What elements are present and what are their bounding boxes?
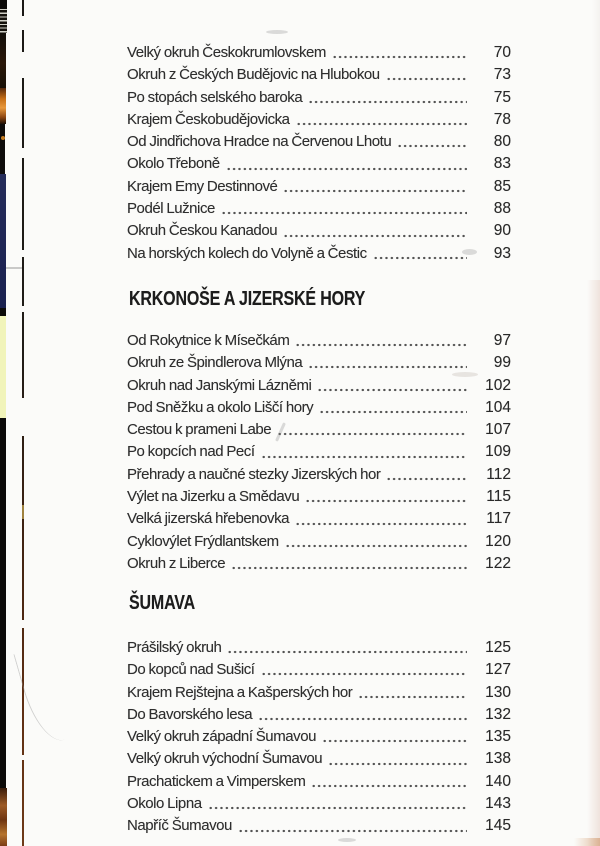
toc-entry-page-number: 112 — [486, 465, 511, 483]
toc-entry-list — [127, 42, 511, 265]
toc-entry — [127, 153, 511, 175]
toc-entry — [127, 330, 511, 352]
corner-shading — [574, 838, 600, 846]
toc-entry-title: Po kopcích nad Pecí — [127, 443, 255, 461]
toc-entry — [127, 531, 511, 553]
toc-entry-title: Velký okruh východní Šumavou — [127, 750, 323, 768]
dot-leader — [283, 176, 467, 198]
section-heading: ŠUMAVA — [129, 592, 196, 614]
page-curl-shading — [592, 0, 600, 280]
scan-artifact — [6, 267, 22, 269]
toc-entry — [127, 682, 511, 704]
section-heading: KRKONOŠE A JIZERSKÉ HORY — [129, 288, 366, 310]
toc-entry-page-number: 97 — [493, 332, 511, 349]
toc-entry-page-number: 70 — [493, 44, 511, 61]
dot-leader — [238, 815, 467, 837]
toc-entry-page-number: 145 — [485, 817, 511, 835]
toc-entry-page-number: 80 — [493, 133, 511, 151]
toc-entry — [127, 486, 511, 508]
dot-leader — [373, 243, 467, 265]
toc-entry — [127, 109, 511, 131]
dot-leader — [332, 42, 467, 64]
toc-entry-page-number: 143 — [485, 795, 511, 813]
toc-entry-page-number: 117 — [486, 510, 511, 528]
toc-entry — [127, 771, 511, 793]
toc-entry-title: Velký okruh západní Šumavou — [127, 728, 316, 746]
toc-entry-page-number: 73 — [493, 66, 511, 84]
toc-entry-title: Okolo Lipna — [127, 795, 202, 813]
toc-entry-page-number: 88 — [493, 200, 511, 218]
toc-entry-title: Krajem Českobudějovicka — [127, 110, 290, 128]
dot-leader — [221, 198, 467, 220]
dot-leader — [261, 441, 467, 463]
toc-entry-page-number: 93 — [493, 244, 511, 262]
toc-entry-title: Velký okruh Českokrumlovskem — [127, 44, 326, 61]
scan-artifact — [462, 249, 477, 255]
dot-leader — [261, 659, 467, 681]
page-curl-shading — [587, 280, 600, 846]
toc-entry-page-number: 130 — [485, 683, 511, 701]
toc-entry — [127, 243, 511, 265]
dot-leader — [322, 726, 467, 748]
toc-entry-title: Krajem Emy Destinnové — [127, 177, 278, 195]
toc-entry — [127, 176, 511, 198]
toc-entry-page-number: 107 — [485, 421, 511, 439]
scan-artifact — [452, 372, 478, 377]
dot-leader — [295, 508, 467, 530]
toc-entry-title: Krajem Rejštejna a Kašperských hor — [127, 683, 353, 701]
toc-entry-page-number: 135 — [485, 728, 511, 746]
toc-entry — [127, 198, 511, 220]
toc-entry-title: Okruh z Českých Budějovic na Hlubokou — [127, 66, 380, 84]
dot-leader — [283, 220, 467, 242]
toc-entry-page-number: 125 — [485, 639, 511, 656]
toc-entry-title: Po stopách selského baroka — [127, 88, 303, 106]
toc-entry-title: Od Rokytnice k Mísečkám — [127, 332, 290, 349]
toc-entry-title: Na horských kolech do Volyně a Čestic — [127, 244, 367, 262]
toc-entry-title: Okruh Českou Kanadou — [127, 222, 278, 240]
dot-leader — [328, 748, 467, 770]
toc-entry-title: Cestou k prameni Labe — [127, 421, 272, 439]
dot-leader — [305, 486, 467, 508]
toc-entry-page-number: 127 — [485, 661, 511, 679]
dot-leader — [386, 464, 467, 486]
toc-entry-page-number: 75 — [493, 88, 511, 106]
toc-entry — [127, 64, 511, 86]
toc-entry — [127, 637, 511, 659]
toc-entry — [127, 704, 511, 726]
dot-leader — [227, 637, 467, 659]
toc-entry-page-number: 122 — [485, 554, 511, 572]
toc-entry-title: Do Bavorského lesa — [127, 705, 253, 723]
dot-leader — [296, 109, 467, 131]
toc-entry — [127, 419, 511, 441]
toc-entry-list — [127, 330, 511, 575]
dot-leader — [258, 704, 467, 726]
toc-entry — [127, 87, 511, 109]
dot-leader — [317, 375, 467, 397]
dot-leader — [319, 397, 467, 419]
dot-leader — [311, 771, 467, 793]
toc-entry-page-number: 90 — [493, 222, 511, 240]
dot-leader — [226, 153, 467, 175]
toc-entry — [127, 441, 511, 463]
toc-entry-title: Napříč Šumavou — [127, 817, 232, 835]
dot-leader — [386, 64, 467, 86]
toc-entry-list — [127, 637, 511, 838]
toc-entry — [127, 464, 511, 486]
dot-leader — [277, 419, 467, 441]
toc-entry — [127, 508, 511, 530]
toc-entry — [127, 793, 511, 815]
toc-entry-page-number: 83 — [493, 155, 511, 173]
toc-entry — [127, 131, 511, 153]
toc-entry-title: Výlet na Jizerku a Smědavu — [127, 488, 300, 506]
dot-leader — [231, 553, 467, 575]
toc-entry-title: Okolo Třeboně — [127, 155, 220, 173]
toc-entry — [127, 352, 511, 374]
toc-entry — [127, 748, 511, 770]
dot-leader — [397, 131, 467, 153]
toc-entry-title: Okruh nad Janskými Lázněmi — [127, 376, 312, 394]
dot-leader — [358, 682, 467, 704]
dot-leader — [285, 531, 467, 553]
toc-entry — [127, 220, 511, 242]
toc-entry-title: Přehrady a naučné stezky Jizerských hor — [127, 465, 381, 483]
toc-entry-page-number: 99 — [493, 354, 511, 372]
scan-artifact — [266, 30, 288, 34]
toc-entry-page-number: 85 — [493, 177, 511, 195]
toc-entry-page-number: 104 — [485, 398, 511, 416]
toc-entry — [127, 42, 511, 64]
toc-entry — [127, 397, 511, 419]
toc-entry — [127, 375, 511, 397]
toc-entry-title: Do kopců nad Sušicí — [127, 661, 255, 679]
toc-entry-page-number: 140 — [485, 772, 511, 790]
toc-entry-title: Okruh z Liberce — [127, 554, 226, 572]
dot-leader — [295, 330, 467, 352]
toc-entry-page-number: 102 — [485, 376, 511, 394]
scan-artifact — [338, 838, 356, 842]
toc-entry-title: Cyklovýlet Frýdlantskem — [127, 532, 279, 550]
dot-leader — [308, 87, 467, 109]
toc-entry — [127, 726, 511, 748]
toc-entry-page-number: 132 — [485, 705, 511, 723]
toc-entry-page-number: 120 — [485, 532, 511, 550]
toc-entry-title: Okruh ze Špindlerova Mlýna — [127, 354, 303, 372]
toc-entry — [127, 815, 511, 837]
toc-entry-title: Pod Sněžku a okolo Liščí hory — [127, 398, 314, 416]
toc-entry-title: Prášilský okruh — [127, 639, 222, 656]
dot-leader — [208, 793, 467, 815]
toc-entry-page-number: 109 — [485, 443, 511, 461]
toc-entry-title: Podél Lužnice — [127, 200, 215, 218]
toc-entry — [127, 553, 511, 575]
dot-leader — [308, 352, 467, 374]
toc-entry — [127, 659, 511, 681]
toc-entry-page-number: 138 — [485, 750, 511, 768]
toc-entry-title: Prachatickem a Vimperskem — [127, 772, 306, 790]
toc-entry-page-number: 78 — [493, 110, 511, 128]
toc-entry-title: Velká jizerská hřebenovka — [127, 510, 290, 528]
toc-entry-page-number: 115 — [486, 488, 511, 506]
toc-entry-title: Od Jindřichova Hradce na Červenou Lhotu — [127, 133, 392, 151]
